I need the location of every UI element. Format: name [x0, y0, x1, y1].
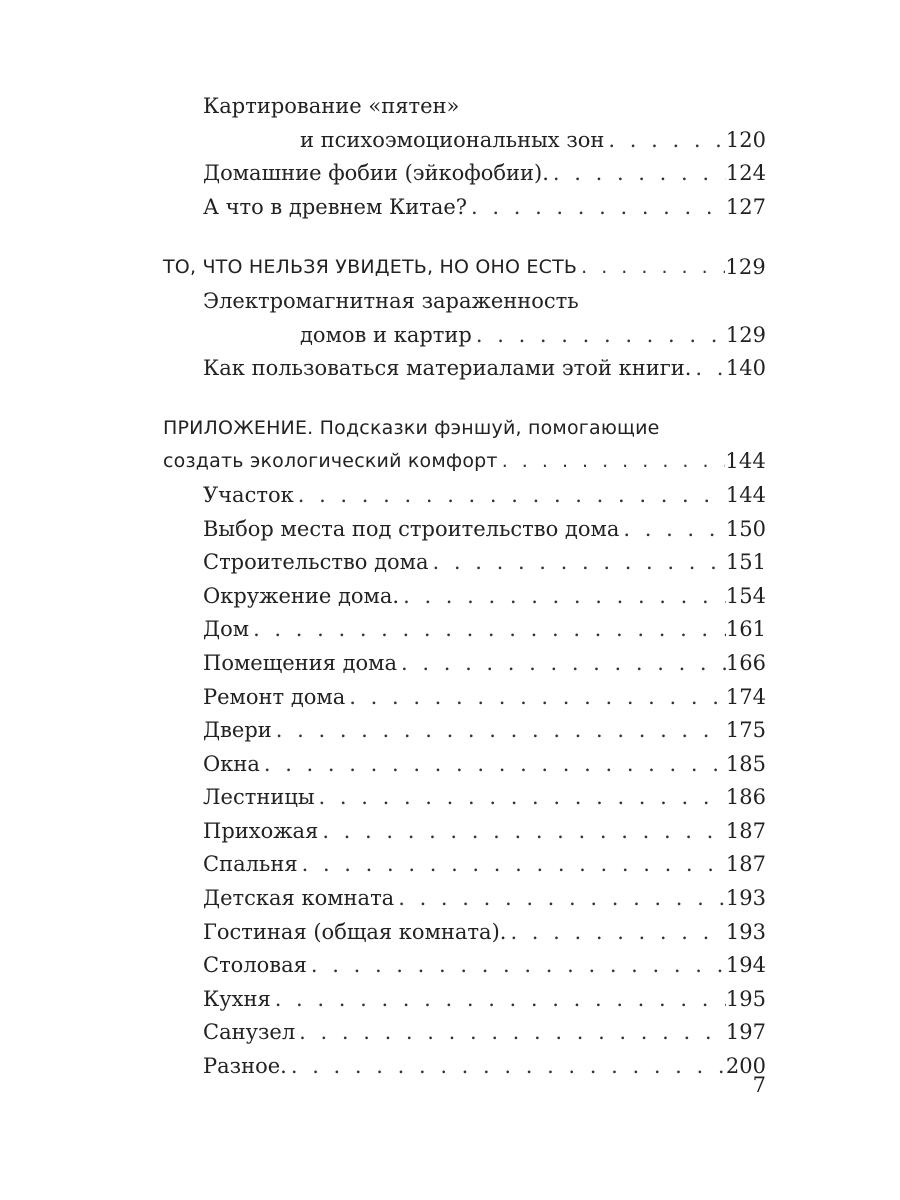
dot-leader [399, 580, 726, 614]
toc-page-number: 154 [725, 583, 766, 608]
toc-entry [163, 848, 766, 882]
toc-entry-title: Помещения дома [203, 650, 398, 675]
dot-leader [691, 352, 726, 386]
toc-entry-title: Детская комната [203, 886, 395, 911]
dot-leader [604, 124, 725, 158]
toc-page-number: 124 [725, 161, 766, 186]
dot-leader [298, 848, 726, 882]
toc-page-number: 129 [725, 255, 766, 280]
toc-entry-china [163, 191, 766, 225]
toc-page-number: 187 [725, 852, 766, 877]
dot-leader [549, 157, 726, 191]
section-title: ПРИЛОЖЕНИЕ. Подсказки фэншуй, помогающие [163, 416, 660, 439]
toc-entry-title: Домашние фобии (эйкофобии). [203, 161, 549, 186]
section-title: ТО, ЧТО НЕЛЬЗЯ УВИДЕТЬ, НО ОНО ЕСТЬ [163, 256, 578, 279]
toc-page-number: 150 [725, 516, 766, 541]
toc-section-heading-cont [163, 445, 766, 479]
toc-entry-title: домов и картир [300, 322, 472, 347]
toc-page-number: 185 [725, 751, 766, 776]
toc-entry-title: Санузел [203, 1020, 296, 1045]
toc-entry [163, 916, 766, 950]
page-number: 7 [752, 1073, 766, 1097]
toc-page-number: 129 [725, 322, 766, 347]
toc-entry-howto [163, 352, 766, 386]
toc-entry-title: и психоэмоциональных зон [300, 127, 605, 152]
toc-entry [163, 1050, 766, 1084]
toc-entry [163, 479, 766, 513]
toc-page-number: 166 [725, 650, 766, 675]
toc-entry [163, 748, 766, 782]
toc-entry [163, 714, 766, 748]
dot-leader [577, 251, 725, 285]
toc-entry-mapping [163, 90, 766, 124]
dot-leader [394, 882, 726, 916]
toc-entry [163, 1016, 766, 1050]
toc-entry [163, 647, 766, 681]
toc-entry-title: Лестницы [203, 785, 315, 810]
dot-leader [260, 748, 726, 782]
toc-entry [163, 580, 766, 614]
toc-page-number: 151 [725, 550, 766, 575]
toc-entry-electromagnetic-cont [163, 319, 766, 353]
toc-entry-mapping-cont [163, 124, 766, 158]
dot-leader [307, 949, 726, 983]
toc-page-number: 200 [725, 1054, 766, 1079]
toc-entry-phobias [163, 157, 766, 191]
toc-entry [163, 546, 766, 580]
toc-entry [163, 815, 766, 849]
toc-entry-title: Картирование «пятен» [203, 94, 460, 118]
dot-leader [619, 513, 726, 547]
toc-entry [163, 613, 766, 647]
toc-page-number: 187 [725, 818, 766, 843]
toc-entry [163, 781, 766, 815]
toc-page-number: 127 [725, 194, 766, 219]
toc-page-number: 144 [725, 449, 766, 474]
toc-entry-title: Спальня [203, 852, 298, 877]
toc-entry-title: Дом [203, 617, 250, 642]
toc-page-number: 193 [725, 919, 766, 944]
toc-page-number: 195 [725, 986, 766, 1011]
toc-page-number: 197 [725, 1020, 766, 1045]
dot-leader [294, 479, 726, 513]
toc-entry-title: Электромагнитная зараженность [203, 288, 579, 313]
toc-entry-title: Строительство дома [203, 550, 429, 575]
dot-leader [249, 613, 726, 647]
toc-entry-electromagnetic [163, 285, 766, 319]
dot-leader [315, 781, 726, 815]
dot-leader [271, 983, 726, 1017]
table-of-contents [163, 90, 766, 1084]
toc-page-number: 186 [725, 785, 766, 810]
toc-entry-title: Как пользоваться материалами этой книги. [203, 356, 692, 381]
toc-page-number: 120 [725, 127, 766, 152]
dot-leader [467, 191, 726, 225]
toc-entry-title: Кухня [203, 986, 271, 1011]
toc-page-number: 144 [725, 482, 766, 507]
dot-leader [506, 916, 725, 950]
toc-page-number: 175 [725, 718, 766, 743]
toc-entry [163, 949, 766, 983]
toc-page-number: 193 [725, 886, 766, 911]
dot-leader [295, 1016, 726, 1050]
toc-entry [163, 513, 766, 547]
toc-entry [163, 681, 766, 715]
toc-entry-title: Столовая [203, 953, 307, 978]
dot-leader [397, 647, 726, 681]
toc-page-number: 140 [725, 356, 766, 381]
dot-leader [429, 546, 726, 580]
toc-page-number: 194 [725, 953, 766, 978]
dot-leader [345, 681, 726, 715]
toc-entry-title: Разное. [203, 1054, 287, 1079]
toc-entry-title: Двери [203, 718, 272, 743]
toc-page-number: 174 [725, 684, 766, 709]
section-title: создать экологический комфорт [163, 450, 498, 473]
dot-leader [498, 445, 726, 479]
dot-leader [318, 815, 726, 849]
toc-entry-title: Окружение дома. [203, 583, 400, 608]
toc-entry-title: Окна [203, 751, 260, 776]
toc-page-number: 161 [725, 617, 766, 642]
toc-entry-title: А что в древнем Китае? [203, 194, 468, 219]
toc-entry [163, 983, 766, 1017]
toc-entry [163, 882, 766, 916]
toc-entry-title: Гостиная (общая комната). [203, 919, 507, 944]
toc-entry-title: Ремонт дома [203, 684, 346, 709]
dot-leader [472, 319, 726, 353]
toc-section-heading [163, 412, 766, 446]
dot-leader [287, 1050, 726, 1084]
toc-entry-title: Прихожая [203, 818, 319, 843]
toc-section-heading [163, 251, 766, 285]
toc-entry-title: Участок [203, 482, 294, 507]
dot-leader [272, 714, 726, 748]
toc-entry-title: Выбор места под строительство дома [203, 516, 620, 541]
